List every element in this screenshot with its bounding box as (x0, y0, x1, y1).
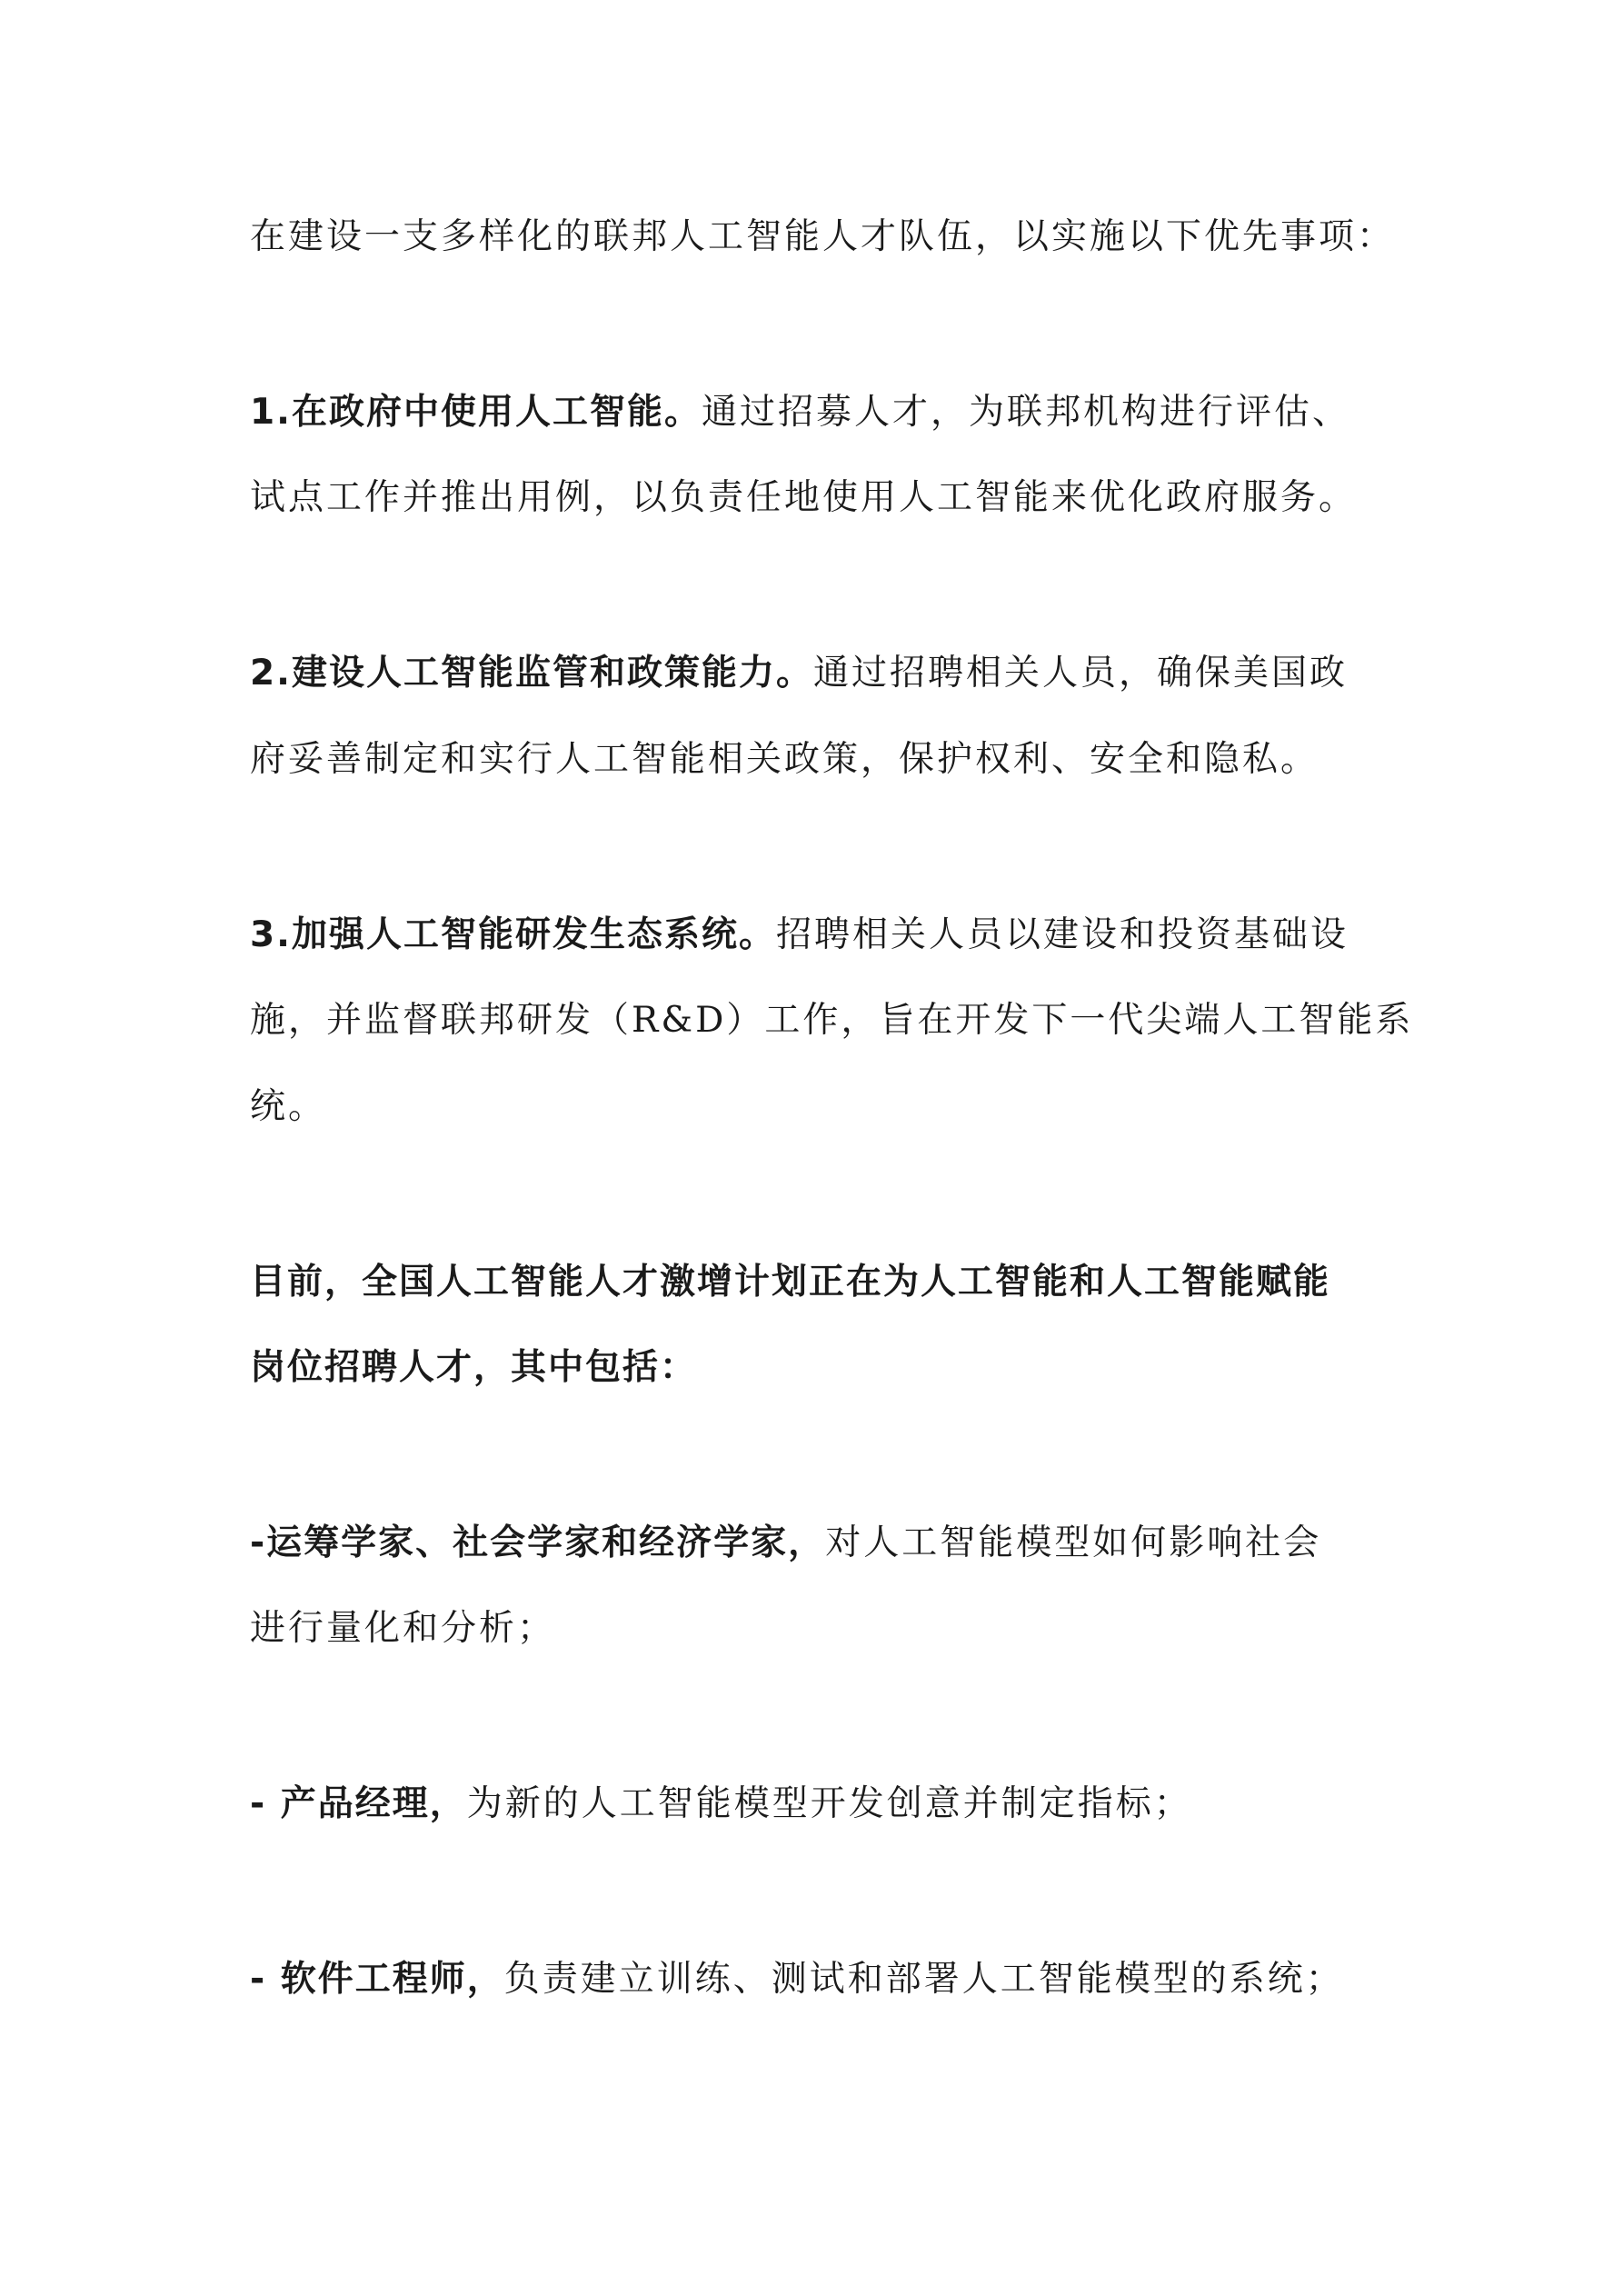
priority-3-line-1 (250, 913, 1395, 957)
priority-3-heading: 3.加强人工智能研发生态系统。 (250, 914, 776, 955)
role-1-text: 对人工智能模型如何影响社会 (825, 1522, 1322, 1563)
role-2-line-1 (250, 1782, 1395, 1826)
priority-3-line-2: 施，并监督联邦研发（R&D）工作，旨在开发下一代尖端人工智能系 (250, 1000, 1414, 1041)
priority-1-text: 通过招募人才，为联邦机构进行评估、 (701, 392, 1350, 433)
priority-2-line-1 (250, 652, 1395, 695)
intro-paragraph-line: 在建设一支多样化的联邦人工智能人才队伍，以实施以下优先事项： (250, 216, 1396, 257)
priority-1-heading: 1.在政府中使用人工智能。 (250, 392, 702, 433)
role-2-text: 为新的人工智能模型开发创意并制定指标； (466, 1783, 1192, 1824)
priority-3-text: 招聘相关人员以建设和投资基础设 (775, 914, 1349, 955)
role-1-line-2: 进行量化和分析； (250, 1608, 556, 1649)
current-paragraph-line-1: 目前，全国人工智能人才激增计划正在为人工智能和人工智能赋能 (250, 1262, 1331, 1303)
priority-1-line-1 (250, 391, 1395, 434)
priority-2-text: 通过招聘相关人员，确保美国政 (812, 653, 1348, 694)
priority-3-line-3: 统。 (250, 1086, 327, 1127)
priority-2-heading: 2.建设人工智能监管和政策能力。 (250, 653, 813, 694)
role-3-line-1 (250, 1958, 1395, 2002)
role-3-heading: - 软件工程师， (250, 1959, 504, 2000)
current-paragraph-line-2: 岗位招聘人才，其中包括： (250, 1347, 698, 1388)
priority-1-line-2: 试点工作并推出用例，以负责任地使用人工智能来优化政府服务。 (250, 477, 1358, 518)
role-3-text: 负责建立训练、测试和部署人工智能模型的系统； (503, 1959, 1344, 2000)
priority-2-line-2: 府妥善制定和实行人工智能相关政策，保护权利、安全和隐私。 (250, 739, 1319, 780)
role-1-heading: -运筹学家、社会学家和经济学家， (250, 1522, 826, 1563)
role-1-line-1 (250, 1522, 1395, 1565)
role-2-heading: - 产品经理， (250, 1783, 467, 1824)
